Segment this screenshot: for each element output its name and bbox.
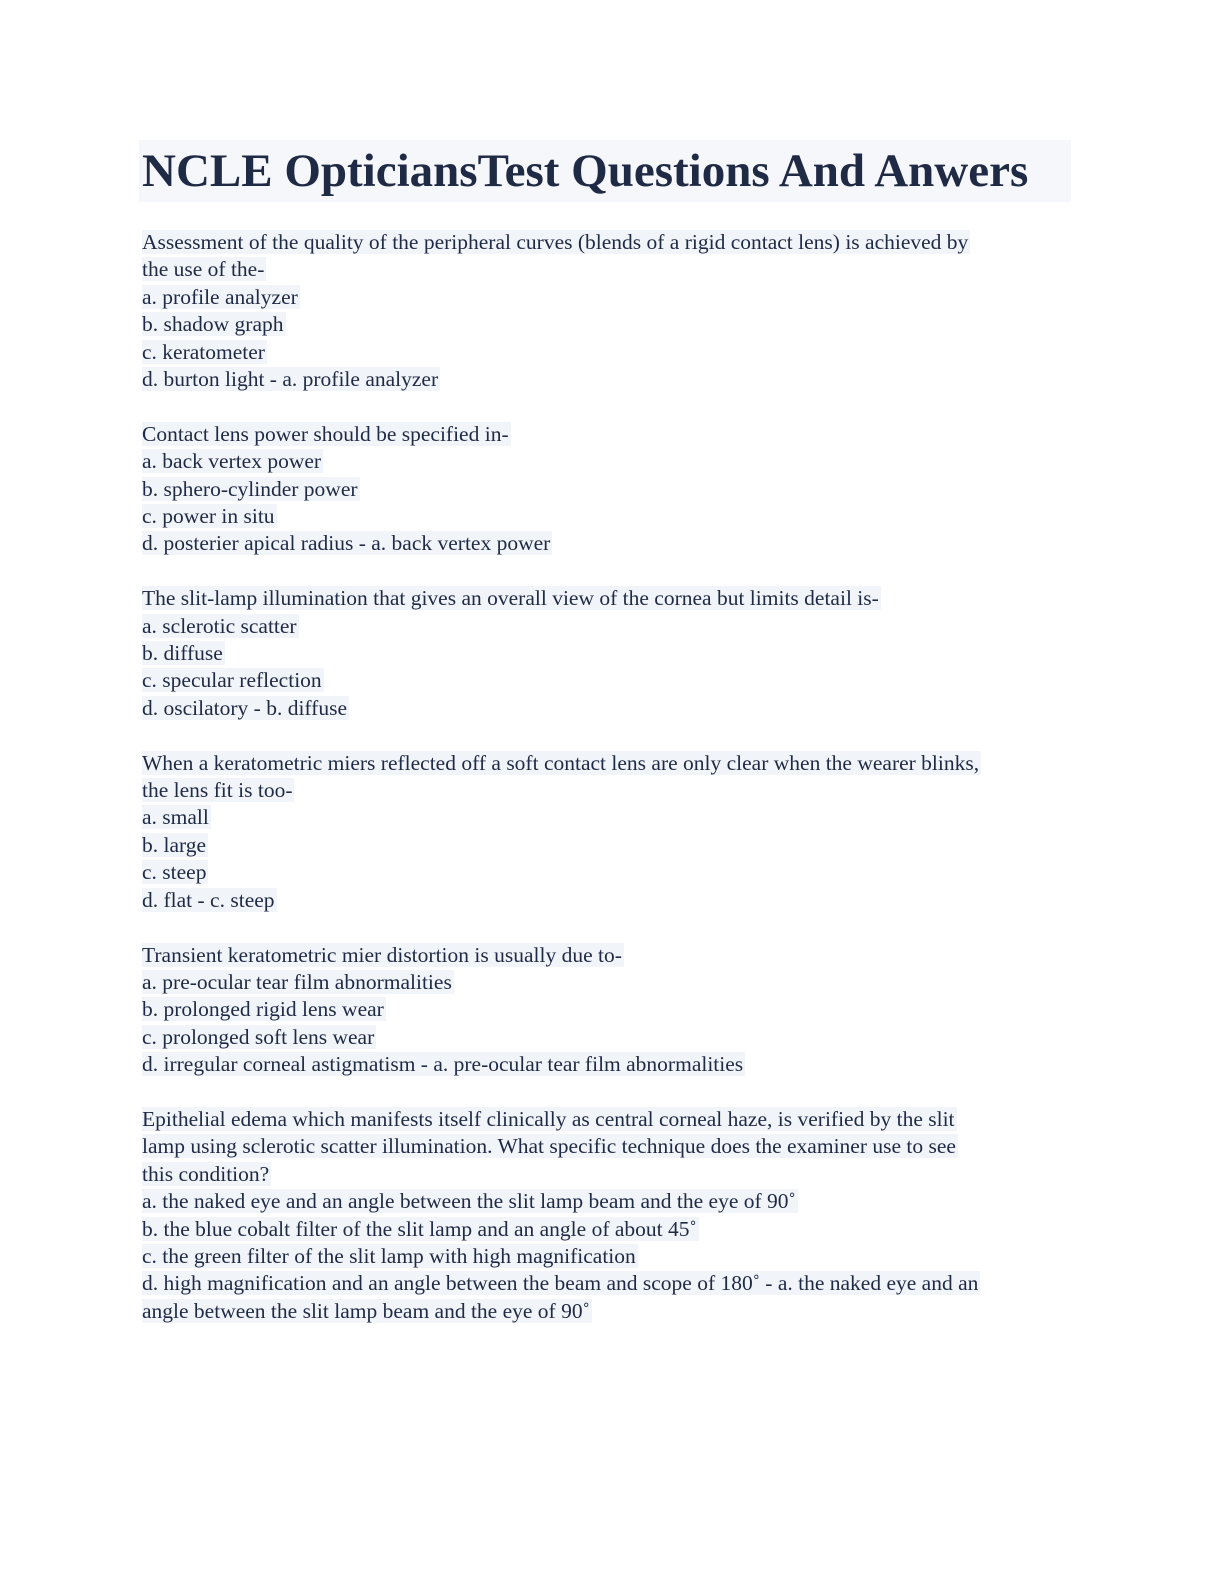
answer-option-with-key: d. high magnification and an angle between the beam and scope of 180˚ - a. the naked eye and an — [142, 1271, 979, 1296]
answer-option: b. sphero-cylinder power — [142, 476, 358, 501]
answer-option-with-key: d. posterier apical radius - a. back vertex power — [142, 531, 551, 556]
answer-option: b. shadow graph — [142, 312, 284, 337]
answer-option: b. large — [142, 832, 207, 857]
question-text-line: Epithelial edema which manifests itself clinically as central corneal haze, is verified by the slit — [142, 1106, 955, 1131]
answer-option: a. small — [142, 805, 209, 830]
answer-option: b. diffuse — [142, 641, 223, 666]
question-block — [142, 750, 1082, 914]
question-block — [142, 942, 1082, 1079]
answer-option: b. the blue cobalt filter of the slit lamp and an angle of about 45˚ — [142, 1216, 697, 1241]
answer-option: c. the green filter of the slit lamp with high magnification — [142, 1243, 636, 1268]
page-title: NCLE OpticiansTest Questions And Anwers — [142, 145, 1029, 197]
question-text-line: When a keratometric miers reflected off a soft contact lens are only clear when the wearer blinks, — [142, 750, 980, 775]
answer-option: a. the naked eye and an angle between the slit lamp beam and the eye of 90˚ — [142, 1189, 796, 1214]
answer-option: c. power in situ — [142, 504, 275, 529]
answer-option: c. steep — [142, 860, 207, 885]
answer-option: a. back vertex power — [142, 449, 322, 474]
answer-option-with-key: angle between the slit lamp beam and the eye of 90˚ — [142, 1298, 590, 1323]
answer-option-with-key: d. irregular corneal astigmatism - a. pre-ocular tear film abnormalities — [142, 1052, 744, 1077]
answer-option: a. pre-ocular tear film abnormalities — [142, 969, 452, 994]
question-text-line: Contact lens power should be specified in- — [142, 421, 509, 446]
question-text-line: Assessment of the quality of the peripheral curves (blends of a rigid contact lens) is achieved by — [142, 230, 969, 254]
answer-option: c. keratometer — [142, 339, 265, 364]
answer-option-with-key: d. flat - c. steep — [142, 887, 275, 912]
question-block — [142, 229, 1082, 393]
title-banner — [139, 140, 1071, 202]
question-text-line: lamp using sclerotic scatter illumination. What specific technique does the examiner use to see — [142, 1134, 956, 1159]
answer-option: c. specular reflection — [142, 668, 322, 693]
question-block — [142, 585, 1082, 722]
question-text-line: the use of the- — [142, 257, 265, 282]
question-list — [142, 229, 1082, 1325]
question-text-line: The slit-lamp illumination that gives an overall view of the cornea but limits detail is- — [142, 586, 879, 611]
answer-option-with-key: d. burton light - a. profile analyzer — [142, 367, 439, 392]
answer-option: b. prolonged rigid lens wear — [142, 997, 384, 1022]
question-block — [142, 1106, 1082, 1325]
document-page — [142, 140, 1082, 1353]
answer-option: c. prolonged soft lens wear — [142, 1024, 375, 1049]
question-text-line: this condition? — [142, 1161, 270, 1186]
question-text-line: Transient keratometric mier distortion is usually due to- — [142, 942, 622, 967]
answer-option-with-key: d. oscilatory - b. diffuse — [142, 695, 348, 720]
answer-option: a. sclerotic scatter — [142, 613, 297, 638]
question-block — [142, 421, 1082, 558]
question-text-line: the lens fit is too- — [142, 778, 293, 803]
answer-option: a. profile analyzer — [142, 284, 298, 309]
